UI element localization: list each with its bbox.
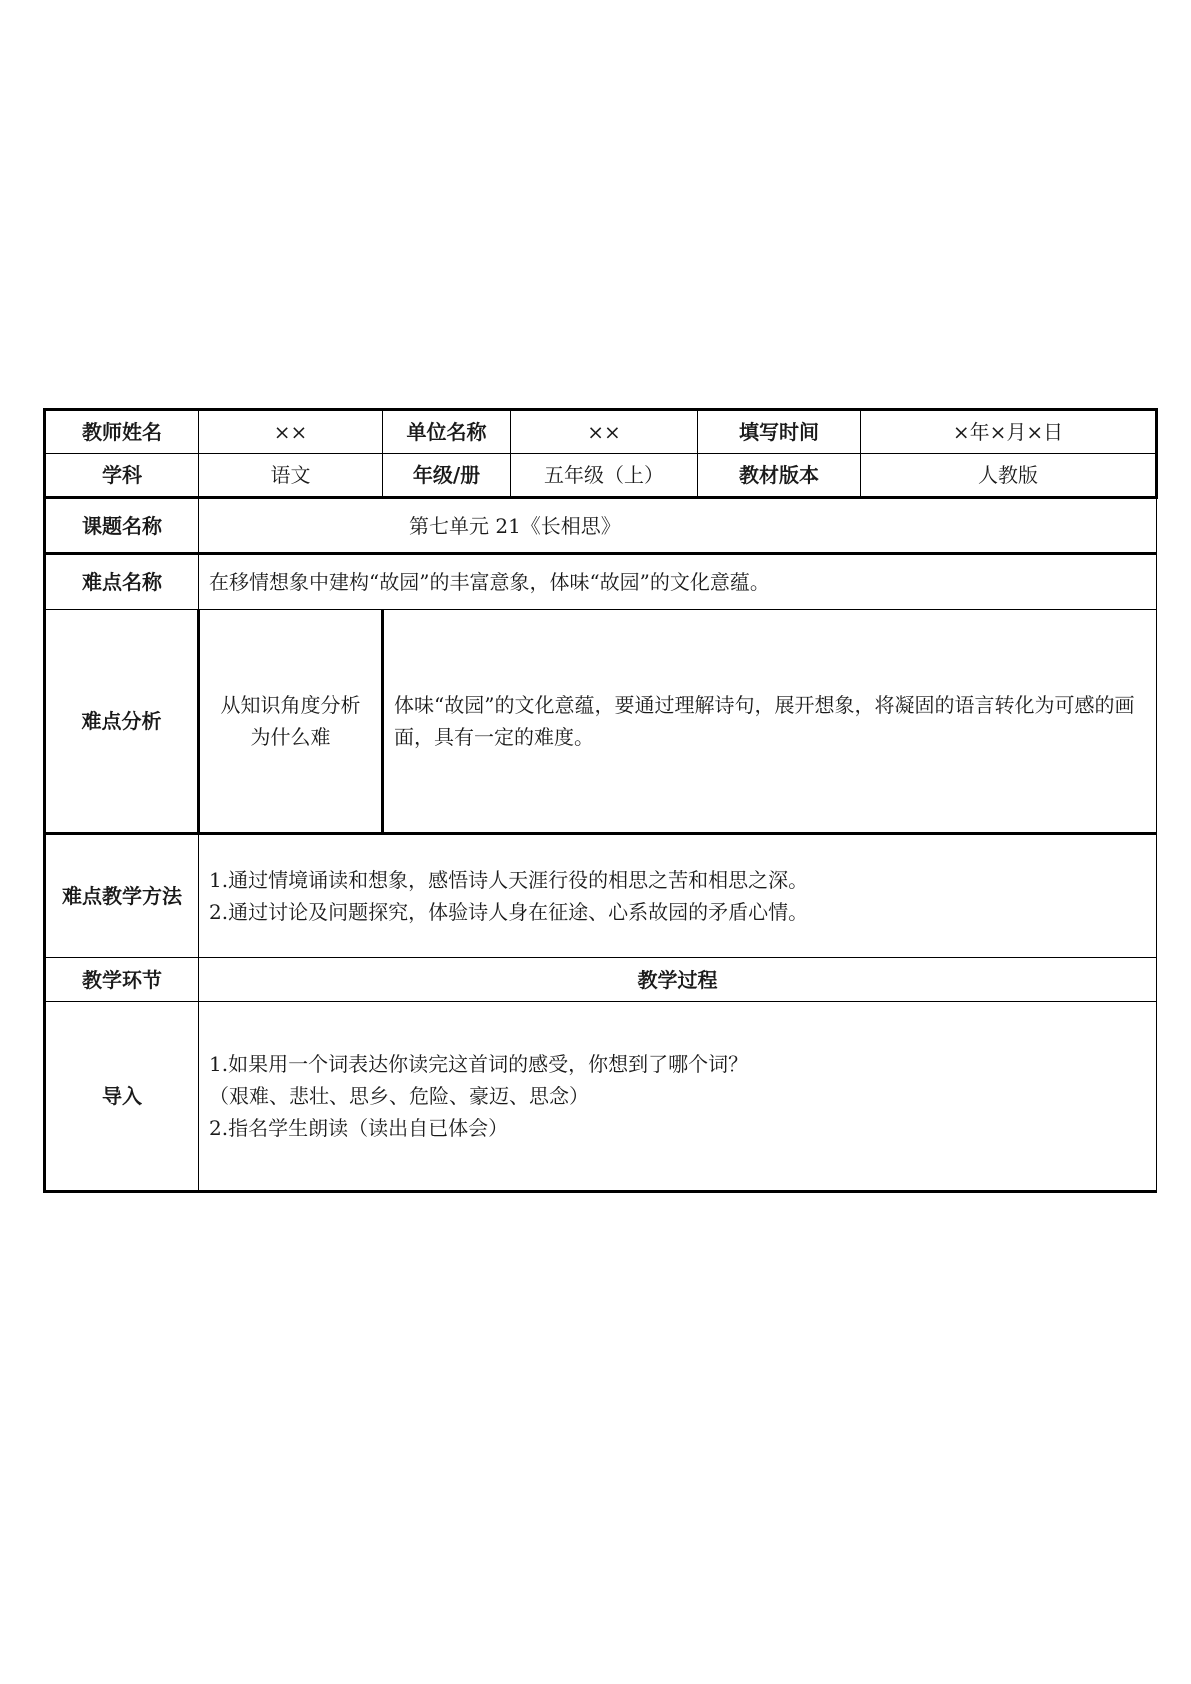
teacher-name-label: 教师姓名 [45,410,199,454]
intro-label: 导入 [45,1002,199,1192]
method-line-2: 2.通过讨论及问题探究，体验诗人身在征途、心系故园的矛盾心情。 [209,900,809,924]
method-row [45,834,1157,958]
lesson-title-value: 第七单元 21《长相思》 [199,498,1157,554]
grade-label: 年级/册 [383,454,511,498]
process-header: 教学过程 [199,958,1157,1002]
subject-value: 语文 [199,454,383,498]
teacher-name-value: ×× [199,410,383,454]
intro-line-2: （艰难、悲壮、思乡、危险、豪迈、思念） [209,1084,589,1108]
method-label: 难点教学方法 [45,834,199,958]
intro-line-3: 2.指名学生朗读（读出自已体会） [209,1116,509,1140]
lesson-title-label: 课题名称 [45,498,199,554]
lesson-plan-table [43,408,1158,1193]
lesson-title-row [45,498,1157,554]
unit-name-label: 单位名称 [383,410,511,454]
method-value [199,834,1157,958]
difficulty-label: 难点名称 [45,554,199,610]
stage-header: 教学环节 [45,958,199,1002]
fill-date-label: 填写时间 [698,410,861,454]
edition-value: 人教版 [861,454,1157,498]
intro-line-1: 1.如果用一个词表达你读完这首词的感受，你想到了哪个词？ [209,1052,749,1076]
difficulty-row [45,554,1157,610]
fill-date-value: ×年×月×日 [861,410,1157,454]
analysis-value: 体味“故园”的文化意蕴，要通过理解诗句，展开想象，将凝固的语言转化为可感的画面，具有一定的难度。 [383,610,1157,834]
intro-row [45,1002,1157,1192]
grade-value: 五年级（上） [511,454,698,498]
header-row-1 [45,410,1157,454]
process-header-row [45,958,1157,1002]
difficulty-value: 在移情想象中建构“故园”的丰富意象，体味“故园”的文化意蕴。 [199,554,1157,610]
intro-value [199,1002,1157,1192]
edition-label: 教材版本 [698,454,861,498]
method-line-1: 1.通过情境诵读和想象，感悟诗人天涯行役的相思之苦和相思之深。 [209,868,809,892]
analysis-sub-label: 从知识角度分析为什么难 [199,610,383,834]
unit-name-value: ×× [511,410,698,454]
header-row-2 [45,454,1157,498]
analysis-row [45,610,1157,834]
subject-label: 学科 [45,454,199,498]
analysis-label: 难点分析 [45,610,199,834]
